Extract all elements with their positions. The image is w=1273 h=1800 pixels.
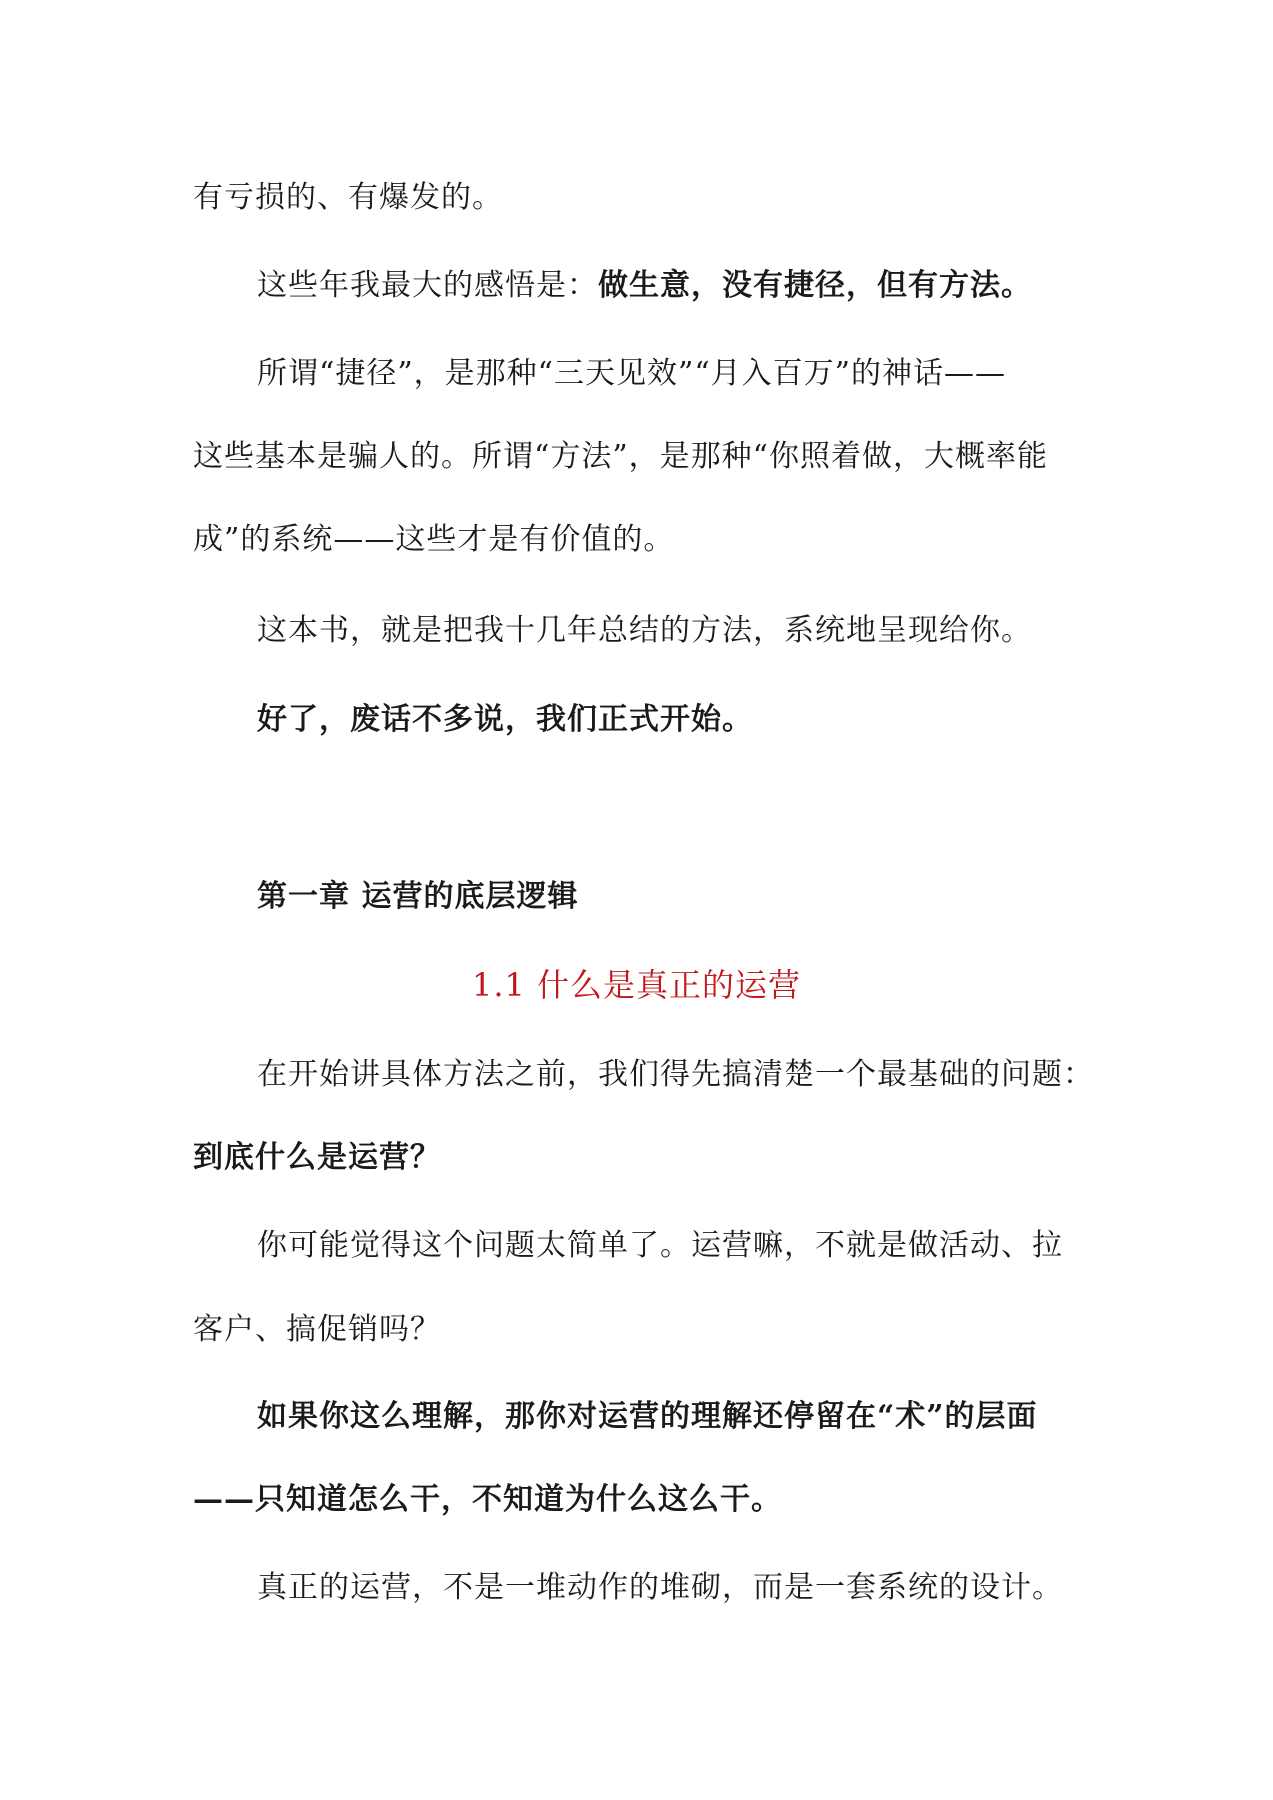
paragraph-line [257,700,1157,740]
paragraph-text: 这些基本是骗人的。所谓“方法”，是那种“你照着做，大概率能 [193,439,1049,474]
paragraph-text: 成”的系统——这些才是有价值的。 [193,522,675,557]
paragraph-line [257,1568,1157,1608]
emphasis-text: ——只知道怎么干，不知道为什么这么干。 [193,1482,782,1517]
section-heading [0,963,1273,1007]
paragraph-line [193,1138,1093,1178]
paragraph-text: 真正的运营，不是一堆动作的堆砌，而是一套系统的设计。 [257,1570,1063,1605]
emphasis-text: 做生意，没有捷径，但有方法。 [598,268,1032,303]
emphasis-text: 到底什么是运营？ [193,1140,441,1175]
paragraph-line [193,437,1093,477]
chapter-title [257,877,1157,917]
section-heading-text: 1.1 什么是真正的运营 [471,966,802,1004]
paragraph-line [257,354,1157,394]
paragraph-line [257,1055,1157,1095]
paragraph-text: 所谓“捷径”，是那种“三天见效”“月入百万”的神话—— [257,356,1007,391]
paragraph-line [193,520,1093,560]
paragraph-line [193,178,1093,218]
paragraph-line [257,1397,1157,1437]
paragraph-line [257,611,1157,651]
paragraph-line [257,1226,1157,1266]
paragraph-text: 有亏损的、有爆发的。 [193,180,503,215]
emphasis-text: 如果你这么理解，那你对运营的理解还停留在“术”的层面 [257,1399,1038,1434]
paragraph-text: 客户、搞促销吗？ [193,1312,441,1347]
chapter-title-text: 第一章 运营的底层逻辑 [257,879,579,914]
emphasis-text: 好了，废话不多说，我们正式开始。 [257,702,753,737]
paragraph-text: 这本书，就是把我十几年总结的方法，系统地呈现给你。 [257,613,1032,648]
paragraph-line [193,1480,1093,1520]
paragraph-text: 你可能觉得这个问题太简单了。运营嘛，不就是做活动、拉 [257,1228,1063,1263]
paragraph-line [257,266,1157,306]
paragraph-text: 在开始讲具体方法之前，我们得先搞清楚一个最基础的问题： [257,1057,1094,1092]
paragraph-line [193,1310,1093,1350]
paragraph-text: 这些年我最大的感悟是： [257,268,598,303]
